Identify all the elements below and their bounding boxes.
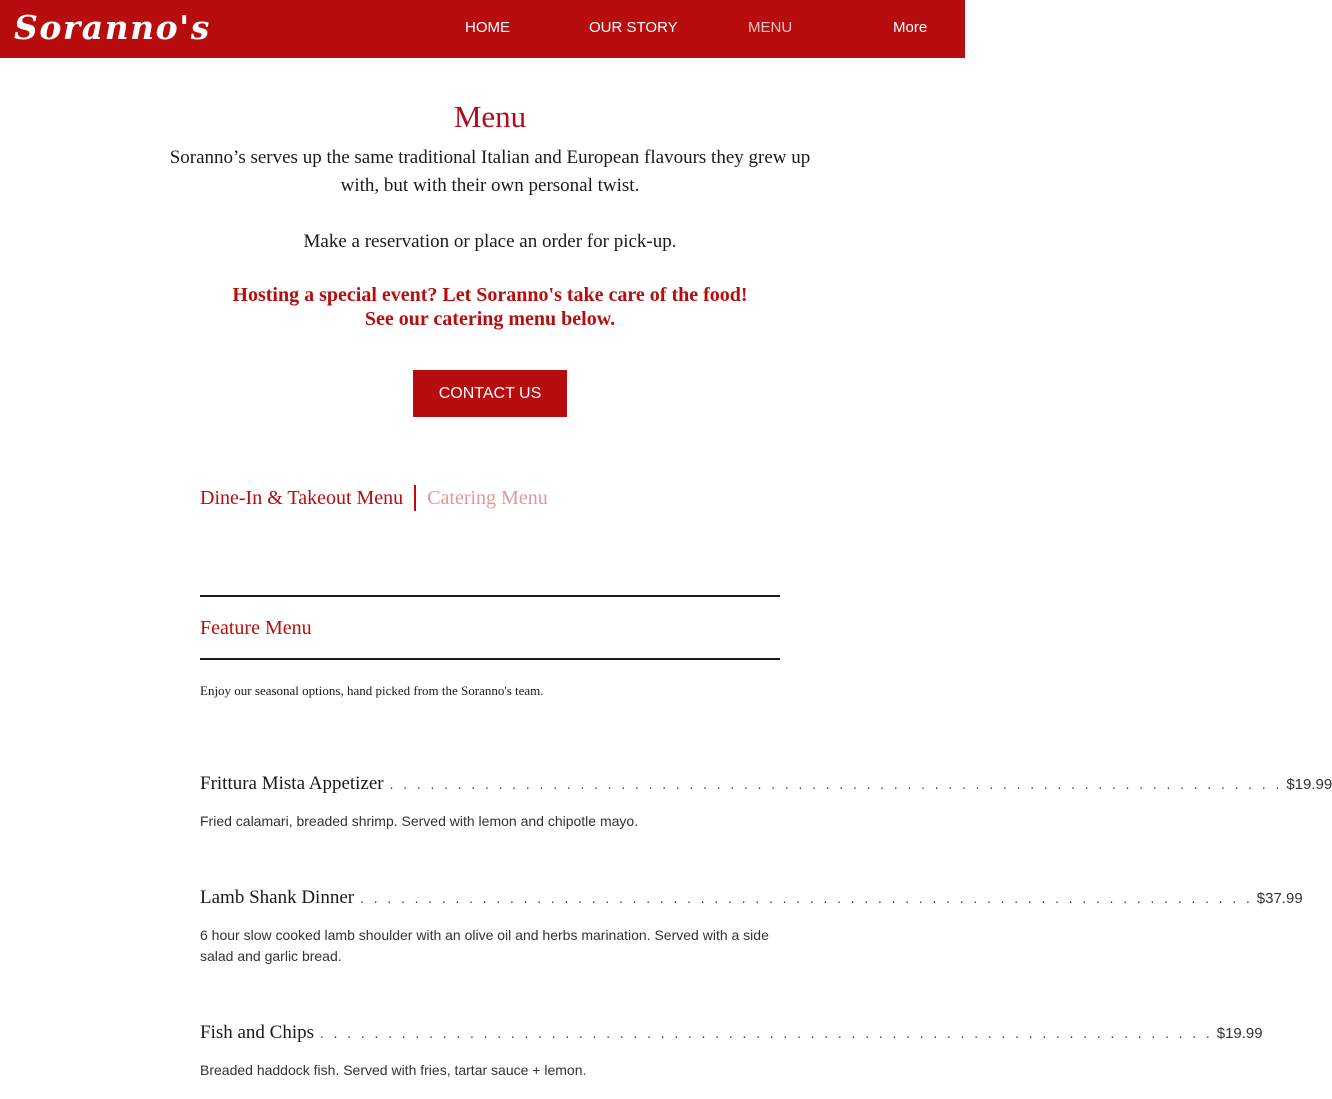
nav-more[interactable]: More: [893, 19, 928, 36]
spacer: [160, 200, 820, 228]
menu-item-row: [200, 887, 1303, 909]
site-header: [0, 0, 965, 58]
catering-callout-line2: See our catering menu below.: [364, 308, 616, 330]
menu-item-price: $37.99: [1256, 890, 1303, 907]
page-title: Menu: [453, 99, 527, 134]
menu-tabs: [200, 484, 548, 512]
nav-menu[interactable]: MENU: [748, 19, 793, 36]
menu-item-description: 6 hour slow cooked lamb shoulder with an olive oil and herbs marination. Served with a side salad and garlic bread.: [200, 927, 769, 964]
menu-item-row: [200, 1022, 1263, 1044]
reservation-paragraph: Make a reservation or place an order for pick-up.: [303, 231, 677, 252]
section-description: Enjoy our seasonal options, hand picked from the Soranno's team.: [200, 683, 544, 698]
catering-callout: [160, 283, 820, 331]
section-title: Feature Menu: [200, 617, 312, 639]
dot-leader: . . . . . . . . . . . . . . . . . . . . . . . . . . . . . . . . . . . . . . . . . . . . . . . . . . . . . . . . . . . . . . . . . .: [320, 1027, 1213, 1041]
contact-us-button[interactable]: CONTACT US: [413, 370, 567, 417]
menu-item-name: Frittura Mista Appetizer: [200, 773, 384, 794]
intro-text: [160, 144, 820, 256]
section-top-rule: [200, 595, 780, 597]
menu-item-price: $19.99: [1286, 776, 1332, 793]
menu-item-row: [200, 773, 1332, 795]
tab-divider: [414, 485, 416, 511]
tab-dine-in-takeout[interactable]: Dine-In & Takeout Menu: [200, 487, 404, 509]
nav-our-story[interactable]: OUR STORY: [589, 19, 678, 36]
catering-callout-line1: Hosting a special event? Let Soranno's take care of the food!: [232, 284, 748, 306]
menu-item-name: Fish and Chips: [200, 1022, 315, 1043]
menu-item-name: Lamb Shank Dinner: [200, 887, 355, 908]
dot-leader: . . . . . . . . . . . . . . . . . . . . . . . . . . . . . . . . . . . . . . . . . . . . . . . . . . . . . . . . . . . . . . . . . .: [360, 892, 1253, 906]
menu-item-description: Breaded haddock fish. Served with fries, tartar sauce + lemon.: [200, 1062, 587, 1078]
section-bottom-rule: [200, 658, 780, 660]
menu-item-price: $19.99: [1216, 1025, 1263, 1042]
dot-leader: . . . . . . . . . . . . . . . . . . . . . . . . . . . . . . . . . . . . . . . . . . . . . . . . . . . . . . . . . . . . . . . . . .: [389, 778, 1283, 792]
site-logo[interactable]: Soranno's: [14, 8, 211, 47]
nav-home[interactable]: HOME: [465, 19, 510, 36]
menu-item-description: Fried calamari, breaded shrimp. Served with lemon and chipotle mayo.: [200, 813, 639, 829]
tab-catering[interactable]: Catering Menu: [427, 487, 548, 509]
intro-paragraph: Soranno’s serves up the same traditional Italian and European flavours they grew up with, but with their own personal twist.: [169, 147, 811, 196]
